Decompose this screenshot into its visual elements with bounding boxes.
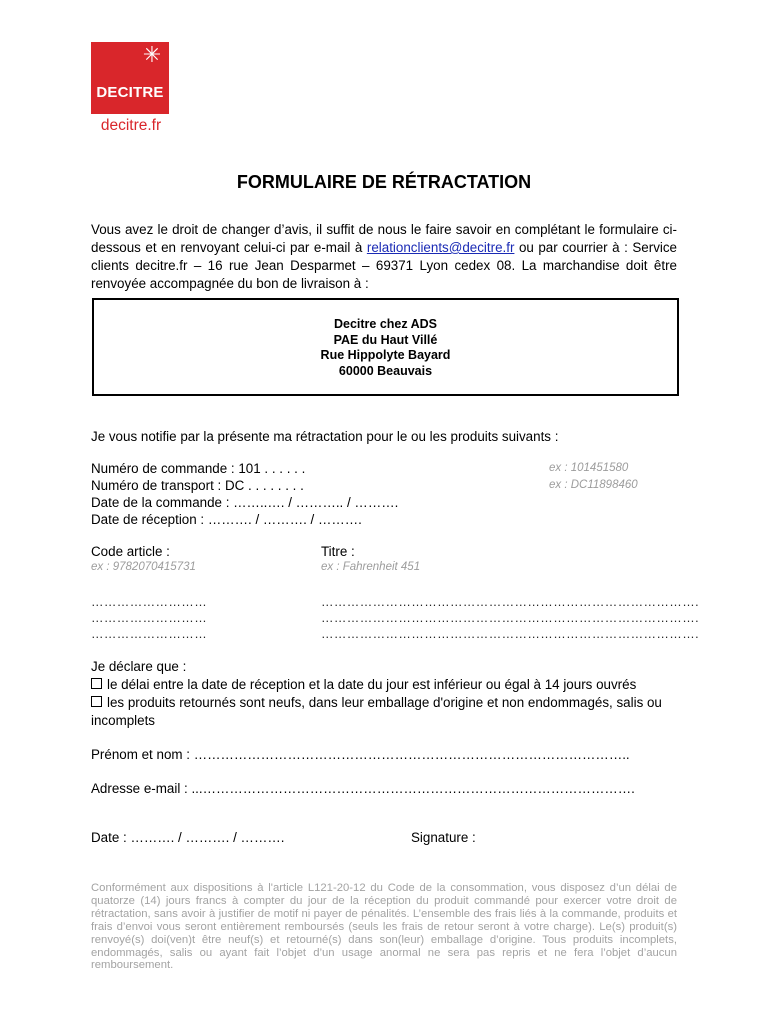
date-field[interactable]: Date : ………. / ………. / ………. bbox=[91, 830, 285, 845]
code-article-line-2[interactable]: ……………………… bbox=[91, 611, 208, 625]
declaration-item-2-text: les produits retournés sont neufs, dans leur emballage d'origine et non endommagés, salis ou incomplets bbox=[91, 695, 662, 728]
page-title: FORMULAIRE DE RÉTRACTATION bbox=[236, 172, 532, 192]
transport-number-example: ex : DC11898460 bbox=[549, 479, 638, 491]
legal-notice: Conformément aux dispositions à l'article L121-20-12 du Code de la consommation, vous disposez d’un délai de quatorze (14) jours francs à compter du jour de la réception du produit commandé pour exercer votre droit de rétractation, sans avoir à justifier de motif ni payer de pénalités. L’ensemble des frais liés à la commande, produits et frais d’envoi vous seront entièrement remboursés (seuls les frais de retour seront à votre charge). Le(s) produit(s) renvoyé(s) doi(ven)t être neuf(s) et retourné(s) dans son(leur) emballage d’origine. Tous produits incomplets, endommagés, salis ou ayant fait l’objet d’un usage anormal ne sera pas repris et ne fera l’objet d’aucun remboursement. bbox=[91, 882, 677, 972]
decitre-logo bbox=[91, 42, 169, 114]
code-article-line-1[interactable]: ……………………… bbox=[91, 595, 208, 609]
declaration-intro: Je déclare que : bbox=[91, 659, 187, 674]
intro-text-start: Vous avez le droit de changer d’avis, il suffit de nous le faire savoir en complétant le formulaire ci-dessous et en renvoyant celui-ci par e-mail à bbox=[91, 222, 677, 255]
title-line-1[interactable]: ……………………………………………………………………………. bbox=[321, 595, 699, 609]
address-line-3: Rue Hippolyte Bayard bbox=[320, 348, 451, 362]
delay-checkbox[interactable] bbox=[91, 678, 102, 689]
transport-number-field[interactable]: Numéro de transport : DC . . . . . . . . bbox=[91, 478, 304, 493]
code-article-example: ex : 9782070415731 bbox=[91, 561, 196, 573]
intro-text-end: ou par courrier à : Service clients decitre.fr – 16 rue Jean Desparmet – 69371 Lyon cedex 08. La marchandise doit être renvoyée accompagnée du bon de livraison à : bbox=[91, 240, 678, 291]
order-number-example: ex : 101451580 bbox=[549, 462, 629, 474]
name-field[interactable]: Prénom et nom : …………………………………………………………………………………….. bbox=[91, 747, 630, 762]
logo-url: decitre.fr bbox=[100, 117, 162, 134]
return-address-box bbox=[92, 298, 679, 396]
title-example: ex : Fahrenheit 451 bbox=[321, 561, 421, 573]
notification-text: Je vous notifie par la présente ma rétractation pour le ou les produits suivants : bbox=[91, 429, 559, 444]
order-date-field[interactable]: Date de la commande : ……..…. / ……….. / ………. bbox=[91, 495, 399, 510]
address-line-4: 60000 Beauvais bbox=[338, 363, 433, 378]
declaration-item-2 bbox=[91, 694, 677, 730]
address-line-2: PAE du Haut Villé bbox=[333, 332, 438, 347]
star-icon: ✳ bbox=[142, 42, 162, 67]
order-number-field[interactable]: Numéro de commande : 101 . . . . . . bbox=[91, 461, 306, 476]
condition-checkbox[interactable] bbox=[91, 696, 102, 707]
reception-date-field[interactable]: Date de réception : ………. / ………. / ………. bbox=[91, 512, 362, 527]
title-line-3[interactable]: ……………………………………………………………………………. bbox=[321, 627, 699, 641]
declaration-item-1-text: le délai entre la date de réception et la date du jour est inférieur ou égal à 14 jours ouvrés bbox=[107, 677, 637, 692]
signature-field[interactable]: Signature : bbox=[411, 830, 476, 845]
email-link[interactable]: relationclients@decitre.fr bbox=[366, 240, 515, 255]
declaration-item-1 bbox=[91, 676, 677, 694]
address-line-1: Decitre chez ADS bbox=[333, 317, 438, 331]
email-field[interactable]: Adresse e-mail : ...……………………………………………………………………………………. bbox=[91, 781, 635, 796]
declaration-section bbox=[91, 658, 677, 730]
title-label: Titre : bbox=[321, 544, 355, 559]
code-article-line-3[interactable]: ……………………… bbox=[91, 627, 208, 641]
intro-paragraph bbox=[91, 221, 677, 293]
title-line-2[interactable]: ……………………………………………………………………………. bbox=[321, 611, 699, 625]
code-article-label: Code article : bbox=[91, 544, 170, 559]
logo-wordmark: DECITRE bbox=[96, 84, 164, 101]
